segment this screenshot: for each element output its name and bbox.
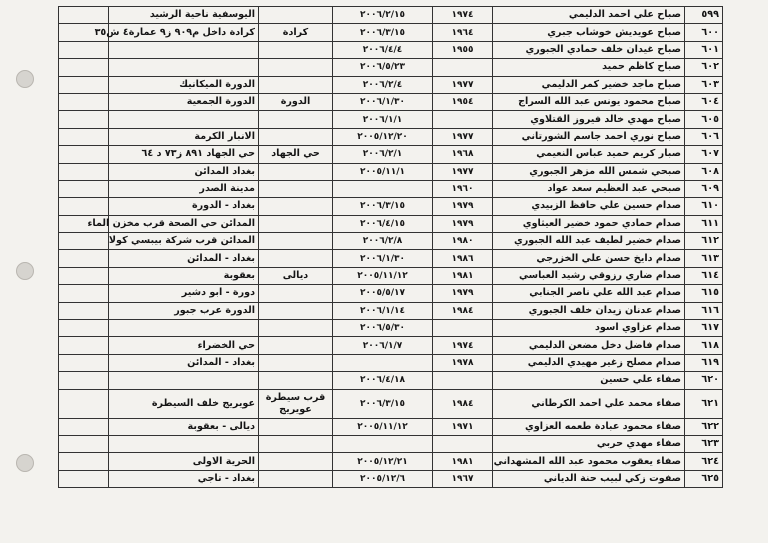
cell-num: ٦٢٥ <box>685 470 723 487</box>
table-row <box>59 93 723 110</box>
cell-date: ٢٠٠٦/١/١٤ <box>333 302 433 319</box>
punch-hole <box>16 454 34 472</box>
cell-name: صباح ماجد خضير كمر الدليمي <box>493 76 685 93</box>
cell-blank <box>59 470 109 487</box>
cell-date <box>333 354 433 371</box>
cell-name: صفوت زكي لبيب حنة الدياني <box>493 470 685 487</box>
punch-holes <box>16 0 36 543</box>
cell-year <box>433 320 493 337</box>
cell-name: صبحي شمس الله مزهر الجبوري <box>493 163 685 180</box>
cell-addr: مدينة الصدر <box>109 180 259 197</box>
cell-date: ٢٠٠٥/١٢/٢١ <box>333 453 433 470</box>
cell-name: صباح علي احمد الدليمي <box>493 7 685 24</box>
table-row <box>59 146 723 163</box>
cell-name: صدام فاضل دخل مضعن الدليمي <box>493 337 685 354</box>
cell-blank <box>59 111 109 128</box>
cell-name: صدام حمادي حمود خضير العيثاوي <box>493 215 685 232</box>
cell-blank <box>59 337 109 354</box>
cell-name: صفاء محمود عبادة طعمه العزاوي <box>493 418 685 435</box>
cell-name: صفاء مهدي حربي <box>493 435 685 452</box>
table-row <box>59 59 723 76</box>
cell-date: ٢٠٠٦/٢/٤ <box>333 76 433 93</box>
cell-blank <box>59 453 109 470</box>
cell-blank <box>59 302 109 319</box>
cell-name: صفاء علي حسين <box>493 372 685 389</box>
table-row <box>59 320 723 337</box>
cell-year: ١٩٧١ <box>433 418 493 435</box>
cell-year: ١٩٧٤ <box>433 337 493 354</box>
cell-addr: بغداد - المدائن <box>109 250 259 267</box>
cell-year: ١٩٥٥ <box>433 41 493 58</box>
cell-name: صباح عويديش خوشاب جبري <box>493 24 685 41</box>
cell-blank <box>59 285 109 302</box>
table-row <box>59 285 723 302</box>
table-row <box>59 128 723 145</box>
cell-addr <box>109 111 259 128</box>
cell-blank <box>59 320 109 337</box>
table-row <box>59 41 723 58</box>
table-row <box>59 337 723 354</box>
table-row <box>59 7 723 24</box>
cell-year: ١٩٧٩ <box>433 285 493 302</box>
cell-num: ٦١٣ <box>685 250 723 267</box>
cell-num: ٦١٨ <box>685 337 723 354</box>
table-row <box>59 198 723 215</box>
cell-year: ١٩٧٤ <box>433 7 493 24</box>
cell-blank <box>59 267 109 284</box>
cell-num: ٦٢١ <box>685 389 723 418</box>
cell-year: ١٩٨٦ <box>433 250 493 267</box>
cell-num: ٦٠٢ <box>685 59 723 76</box>
cell-date: ٢٠٠٥/١١/١ <box>333 163 433 180</box>
cell-blank <box>59 76 109 93</box>
cell-year: ١٩٨١ <box>433 267 493 284</box>
table-row <box>59 24 723 41</box>
cell-name: صباح كاظم حميد <box>493 59 685 76</box>
cell-date <box>333 435 433 452</box>
cell-year: ١٩٧٩ <box>433 215 493 232</box>
cell-num: ٥٩٩ <box>685 7 723 24</box>
cell-gov <box>259 215 333 232</box>
table-row <box>59 76 723 93</box>
cell-num: ٦٠٥ <box>685 111 723 128</box>
cell-blank <box>59 435 109 452</box>
cell-name: صدام عزاوي اسود <box>493 320 685 337</box>
cell-blank <box>59 250 109 267</box>
cell-date: ٢٠٠٦/٢/١٥ <box>333 7 433 24</box>
cell-year: ١٩٨١ <box>433 453 493 470</box>
cell-addr: الدورة الميكانيك <box>109 76 259 93</box>
table-row <box>59 470 723 487</box>
cell-addr <box>109 41 259 58</box>
table-row <box>59 354 723 371</box>
cell-date: ٢٠٠٦/٤/١٥ <box>333 215 433 232</box>
cell-year: ١٩٥٤ <box>433 93 493 110</box>
cell-gov <box>259 7 333 24</box>
cell-gov: كرادة <box>259 24 333 41</box>
cell-name: صدام مصلح زغير مهيدي الدليمي <box>493 354 685 371</box>
cell-gov <box>259 180 333 197</box>
table-row <box>59 180 723 197</box>
cell-name: صدام خضير لطيف عبد الله الجبوري <box>493 233 685 250</box>
cell-addr: دورة - ابو دشير <box>109 285 259 302</box>
cell-date: ٢٠٠٦/٤/١٨ <box>333 372 433 389</box>
cell-gov <box>259 250 333 267</box>
cell-addr <box>109 372 259 389</box>
cell-gov <box>259 163 333 180</box>
cell-date: ٢٠٠٦/٢/٨ <box>333 233 433 250</box>
cell-addr: حي الخضراء <box>109 337 259 354</box>
cell-name: صفاء محمد علي احمد الكرطاني <box>493 389 685 418</box>
cell-num: ٦١٧ <box>685 320 723 337</box>
cell-gov <box>259 435 333 452</box>
cell-num: ٦١٤ <box>685 267 723 284</box>
table-row <box>59 267 723 284</box>
cell-gov: الدورة <box>259 93 333 110</box>
cell-addr: بغداد - تاجي <box>109 470 259 487</box>
cell-addr: اليوسفية ناحية الرشيد <box>109 7 259 24</box>
cell-date: ٢٠٠٦/٣/١٥ <box>333 24 433 41</box>
cell-addr: الدورة عرب جبور <box>109 302 259 319</box>
punch-hole <box>16 70 34 88</box>
cell-num: ٦١٢ <box>685 233 723 250</box>
cell-gov <box>259 198 333 215</box>
cell-name: صدام حسين علي حافظ الزبيدي <box>493 198 685 215</box>
cell-addr <box>109 435 259 452</box>
cell-addr: حي الجهاد ٨٩١ ز٧٣ د ٦٤ <box>109 146 259 163</box>
cell-addr <box>109 59 259 76</box>
cell-num: ٦٠٨ <box>685 163 723 180</box>
cell-blank <box>59 128 109 145</box>
cell-blank <box>59 354 109 371</box>
cell-num: ٦٠٦ <box>685 128 723 145</box>
cell-year: ١٩٧٨ <box>433 354 493 371</box>
cell-blank <box>59 93 109 110</box>
cell-addr: ديالى - بعقوبة <box>109 418 259 435</box>
cell-date: ٢٠٠٥/١١/١٢ <box>333 267 433 284</box>
cell-gov <box>259 59 333 76</box>
cell-year <box>433 59 493 76</box>
cell-name: صباح محمود يونس عبد الله السراج <box>493 93 685 110</box>
table-row <box>59 302 723 319</box>
cell-num: ٦٢٢ <box>685 418 723 435</box>
cell-year: ١٩٨٤ <box>433 389 493 418</box>
cell-name: صبحي عبد العظيم سعد عواد <box>493 180 685 197</box>
cell-addr <box>109 320 259 337</box>
table-row <box>59 215 723 232</box>
cell-num: ٦٠٩ <box>685 180 723 197</box>
cell-gov <box>259 470 333 487</box>
punch-hole <box>16 262 34 280</box>
cell-name: صفاء يعقوب محمود عبد الله المشهداني <box>493 453 685 470</box>
cell-name: صدام عدنان زيدان خلف الجبوري <box>493 302 685 319</box>
cell-num: ٦٠٤ <box>685 93 723 110</box>
cell-gov <box>259 453 333 470</box>
cell-blank <box>59 389 109 418</box>
table-row <box>59 250 723 267</box>
table-row <box>59 111 723 128</box>
cell-blank <box>59 233 109 250</box>
cell-addr: الحرية الاولى <box>109 453 259 470</box>
cell-year: ١٩٧٧ <box>433 163 493 180</box>
cell-blank <box>59 180 109 197</box>
cell-gov <box>259 233 333 250</box>
cell-gov <box>259 354 333 371</box>
cell-num: ٦٠١ <box>685 41 723 58</box>
cell-year: ١٩٨٤ <box>433 302 493 319</box>
cell-num: ٦١٥ <box>685 285 723 302</box>
cell-gov <box>259 111 333 128</box>
cell-date: ٢٠٠٥/١١/١٢ <box>333 418 433 435</box>
cell-addr: كرادة داخل م٩٠٩ ز٩ عمارة٤ ش٣٥ <box>109 24 259 41</box>
cell-num: ٦١٠ <box>685 198 723 215</box>
cell-gov <box>259 418 333 435</box>
cell-name: صباح غيدان خلف حمادي الجبوري <box>493 41 685 58</box>
cell-addr: المدائن حي الصحة قرب مخزن الماء <box>109 215 259 232</box>
cell-num: ٦١٩ <box>685 354 723 371</box>
table-row <box>59 435 723 452</box>
cell-date: ٢٠٠٦/٣/١٥ <box>333 198 433 215</box>
cell-blank <box>59 59 109 76</box>
cell-year: ١٩٦٠ <box>433 180 493 197</box>
cell-year: ١٩٧٧ <box>433 128 493 145</box>
cell-date: ٢٠٠٦/٤/٤ <box>333 41 433 58</box>
cell-year: ١٩٦٧ <box>433 470 493 487</box>
cell-name: صباح نوري احمد جاسم الشورتاني <box>493 128 685 145</box>
cell-num: ٦٢٣ <box>685 435 723 452</box>
cell-year: ١٩٦٨ <box>433 146 493 163</box>
cell-name: صدام ضاري رزوقي رشيد العباسي <box>493 267 685 284</box>
cell-addr: بغداد - المدائن <box>109 354 259 371</box>
records-table <box>58 6 723 488</box>
table-row <box>59 372 723 389</box>
cell-name: صبار كريم حميد عباس النعيمي <box>493 146 685 163</box>
cell-addr: بغداد - الدورة <box>109 198 259 215</box>
cell-gov <box>259 337 333 354</box>
cell-num: ٦١١ <box>685 215 723 232</box>
cell-year <box>433 111 493 128</box>
cell-num: ٦٠٠ <box>685 24 723 41</box>
cell-gov <box>259 372 333 389</box>
table-row <box>59 418 723 435</box>
cell-num: ٦٠٧ <box>685 146 723 163</box>
cell-year: ١٩٧٧ <box>433 76 493 93</box>
cell-blank <box>59 418 109 435</box>
cell-year <box>433 435 493 452</box>
cell-blank <box>59 41 109 58</box>
cell-gov <box>259 128 333 145</box>
cell-addr: المدائن قرب شركة بيبسي كولا <box>109 233 259 250</box>
cell-gov: قرب سيطرة عويريج <box>259 389 333 418</box>
cell-num: ٦٢٠ <box>685 372 723 389</box>
cell-gov: ديالى <box>259 267 333 284</box>
table-row <box>59 233 723 250</box>
cell-addr: الانبار الكرمة <box>109 128 259 145</box>
cell-blank <box>59 7 109 24</box>
cell-year: ١٩٦٤ <box>433 24 493 41</box>
cell-date: ٢٠٠٦/٥/٢٣ <box>333 59 433 76</box>
cell-date: ٢٠٠٦/١/٣٠ <box>333 250 433 267</box>
cell-date: ٢٠٠٥/١٢/٢٠ <box>333 128 433 145</box>
cell-num: ٦١٦ <box>685 302 723 319</box>
cell-addr: بعقوبة <box>109 267 259 284</box>
cell-name: صباح مهدي خالد فيروز القتلاوي <box>493 111 685 128</box>
cell-name: صدام دايخ حسن علي الخزرجي <box>493 250 685 267</box>
cell-addr: الدورة الجمعية <box>109 93 259 110</box>
cell-year <box>433 372 493 389</box>
cell-date: ٢٠٠٦/٣/١٥ <box>333 389 433 418</box>
cell-gov <box>259 320 333 337</box>
cell-blank <box>59 146 109 163</box>
cell-date: ٢٠٠٦/١/٧ <box>333 337 433 354</box>
cell-year: ١٩٨٠ <box>433 233 493 250</box>
cell-addr: بغداد المدائن <box>109 163 259 180</box>
cell-name: صدام عبد الله علي ناصر الجنابي <box>493 285 685 302</box>
cell-date: ٢٠٠٦/١/٣٠ <box>333 93 433 110</box>
cell-num: ٦٢٤ <box>685 453 723 470</box>
cell-gov <box>259 285 333 302</box>
cell-gov <box>259 302 333 319</box>
cell-gov <box>259 76 333 93</box>
cell-gov <box>259 41 333 58</box>
cell-date: ٢٠٠٦/٢/١ <box>333 146 433 163</box>
cell-blank <box>59 198 109 215</box>
table-row <box>59 163 723 180</box>
cell-blank <box>59 163 109 180</box>
cell-date <box>333 180 433 197</box>
cell-date: ٢٠٠٥/٥/١٧ <box>333 285 433 302</box>
cell-date: ٢٠٠٥/١٢/٦ <box>333 470 433 487</box>
records-table-body <box>59 7 723 488</box>
cell-date: ٢٠٠٦/٥/٣٠ <box>333 320 433 337</box>
cell-date: ٢٠٠٦/١/١ <box>333 111 433 128</box>
cell-addr: عويريج خلف السيطرة <box>109 389 259 418</box>
cell-gov: حي الجهاد <box>259 146 333 163</box>
table-row <box>59 389 723 418</box>
cell-year: ١٩٧٩ <box>433 198 493 215</box>
table-row <box>59 453 723 470</box>
cell-blank <box>59 372 109 389</box>
cell-num: ٦٠٣ <box>685 76 723 93</box>
